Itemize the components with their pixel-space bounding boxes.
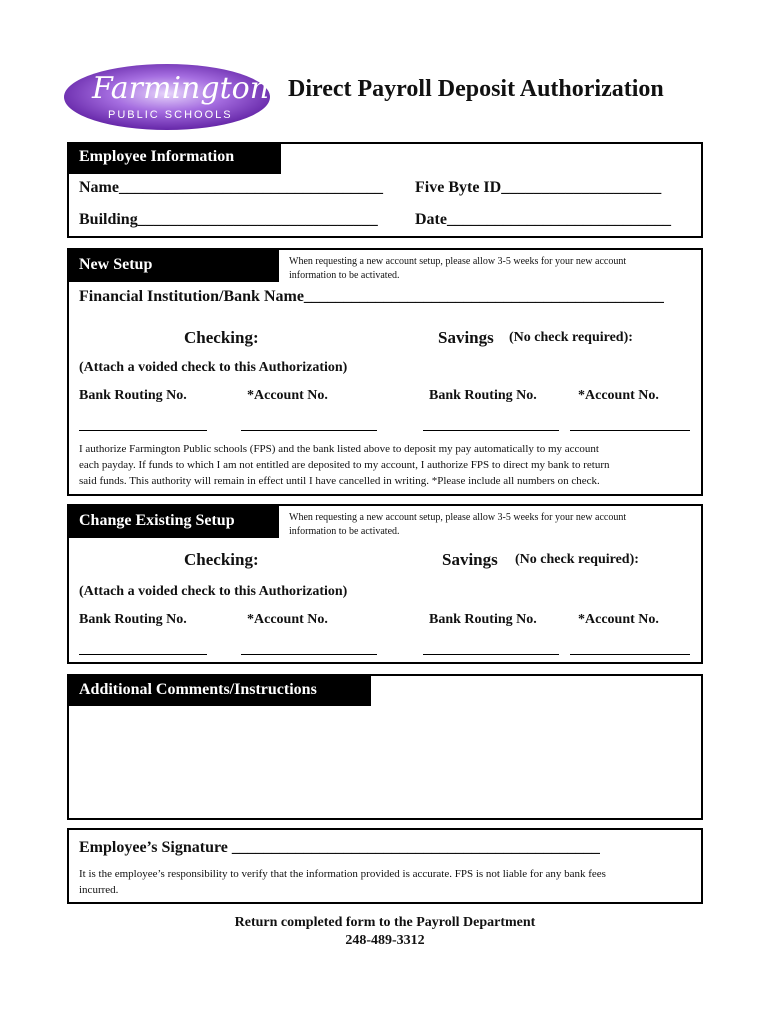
checking-account-label: *Account No.: [247, 388, 328, 403]
checking-routing-input-line[interactable]: [79, 654, 207, 655]
savings-account-input-line[interactable]: [570, 654, 690, 655]
savings-label: Savings: [442, 550, 498, 569]
checking-routing-label: Bank Routing No.: [79, 388, 187, 403]
footer: [0, 914, 770, 950]
date-field[interactable]: Date____________________________: [415, 211, 671, 228]
attach-check-note: (Attach a voided check to this Authorization): [79, 360, 348, 375]
no-check-required-label: (No check required):: [509, 330, 633, 345]
checking-routing-label: Bank Routing No.: [79, 612, 187, 627]
employee-info-heading: Employee Information: [69, 144, 281, 174]
savings-routing-input-line[interactable]: [423, 654, 559, 655]
attach-check-note: (Attach a voided check to this Authorization): [79, 584, 348, 599]
signature-disclaimer: It is the employee’s responsibility to verify that the information provided is accurate. FPS is not liable for any bank fees incurred.: [79, 868, 606, 896]
signature-section: [67, 828, 703, 904]
building-field[interactable]: Building______________________________: [79, 211, 378, 228]
employee-info-section: [67, 142, 703, 238]
new-setup-section: [67, 248, 703, 496]
checking-routing-input-line[interactable]: [79, 430, 207, 431]
checking-label: Checking:: [184, 550, 259, 569]
checking-account-input-line[interactable]: [241, 654, 377, 655]
footer-return-text: Return completed form to the Payroll Department: [234, 915, 536, 930]
change-setup-section: [67, 504, 703, 664]
footer-phone: 248-489-3312: [345, 933, 425, 948]
savings-account-label: *Account No.: [578, 612, 659, 627]
comments-textarea[interactable]: [73, 710, 695, 814]
bank-name-field[interactable]: Financial Institution/Bank Name_____________________________________________: [79, 288, 664, 305]
new-setup-heading: New Setup: [69, 250, 279, 282]
checking-account-input-line[interactable]: [241, 430, 377, 431]
farmington-logo: [62, 62, 272, 132]
savings-account-label: *Account No.: [578, 388, 659, 403]
comments-heading: Additional Comments/Instructions: [69, 676, 371, 706]
savings-routing-label: Bank Routing No.: [429, 388, 537, 403]
signature-field[interactable]: Employee’s Signature ______________________________________________: [79, 839, 600, 856]
checking-label: Checking:: [184, 328, 259, 347]
five-byte-id-field[interactable]: Five Byte ID____________________: [415, 179, 662, 196]
name-field[interactable]: Name_________________________________: [79, 179, 383, 196]
savings-account-input-line[interactable]: [570, 430, 690, 431]
page-title: Direct Payroll Deposit Authorization: [288, 76, 664, 102]
comments-section: [67, 674, 703, 820]
authorization-text: I authorize Farmington Public schools (FPS) and the bank listed above to deposit my pay automatically to my account each payday. If funds to which I am not entitled are deposited to my account, I authorize FPS to direct my bank to return said funds. This authority will remain in effect until I have cancelled in writing. *Please include all numbers on check.: [79, 443, 610, 487]
new-setup-note: When requesting a new account setup, please allow 3-5 weeks for your new account information to be activated.: [289, 256, 627, 281]
no-check-required-label: (No check required):: [515, 552, 639, 567]
logo-sub-text: PUBLIC SCHOOLS: [108, 109, 233, 121]
change-setup-heading: Change Existing Setup: [69, 506, 279, 538]
change-setup-note: When requesting a new account setup, please allow 3-5 weeks for your new account information to be activated.: [289, 512, 627, 537]
savings-routing-input-line[interactable]: [423, 430, 559, 431]
logo-script-text: Farmington: [92, 71, 270, 106]
checking-account-label: *Account No.: [247, 612, 328, 627]
savings-routing-label: Bank Routing No.: [429, 612, 537, 627]
savings-label: Savings: [438, 328, 494, 347]
